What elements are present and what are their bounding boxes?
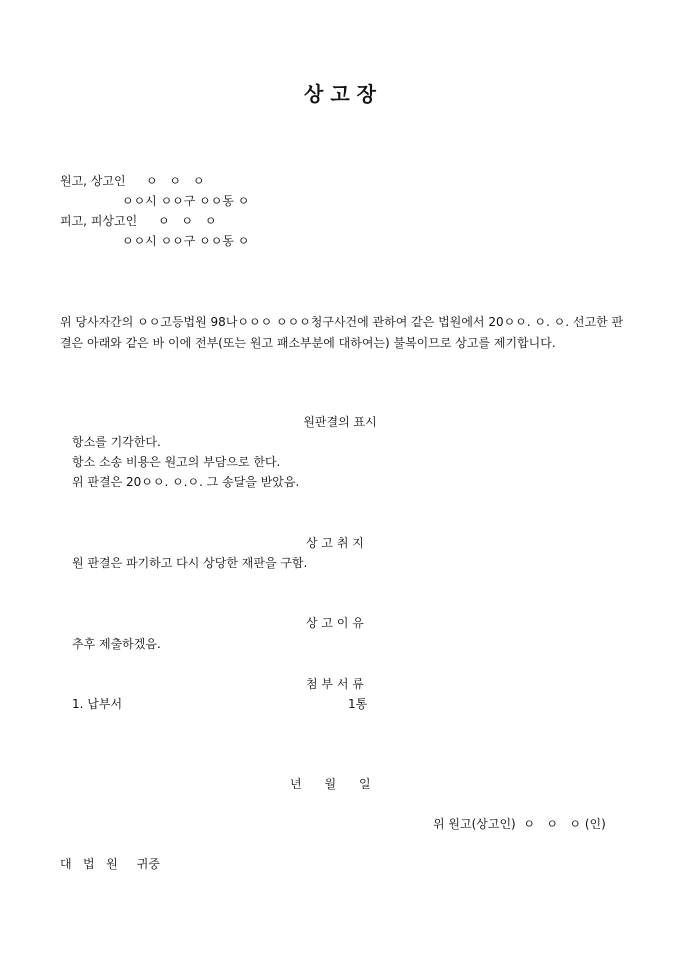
- attachments-heading: 첨 부 서 류: [306, 677, 364, 691]
- intro-paragraph: 위 당사자간의 ㅇㅇ고등법원 98나ㅇㅇㅇ ㅇㅇㅇ청구사건에 관하여 같은 법원에서 20ㅇㅇ. ㅇ. ㅇ. 선고한 판결은 아래와 같은 바 이에 전부(또는 원고 패소부분에 대하여는) 불복이므로 상고를 제기합니다.: [60, 315, 624, 350]
- appellant-name: ㅇ ㅇ ㅇ: [146, 174, 205, 188]
- appellee-address: ㅇㅇ시 ㅇㅇ구 ㅇㅇ동 ㅇ: [122, 234, 250, 248]
- appeal-purpose-text: 원 판결은 파기하고 다시 상당한 재판을 구함.: [72, 556, 308, 570]
- attachment-item-label: 1. 납부서: [72, 697, 123, 711]
- date-line: 년 월 일: [290, 777, 371, 791]
- appeal-reason-text: 추후 제출하겠음.: [72, 637, 161, 651]
- appellee-name: ㅇ ㅇ ㅇ: [158, 214, 217, 228]
- appeal-reason-heading: 상 고 이 유: [306, 616, 364, 630]
- appellant-label: 원고, 상고인: [60, 174, 126, 188]
- signature-line: 위 원고(상고인) ㅇ ㅇ ㅇ (인): [433, 817, 606, 831]
- judgment-line: 항소를 기각한다.: [72, 435, 161, 449]
- appellant-address: ㅇㅇ시 ㅇㅇ구 ㅇㅇ동 ㅇ: [122, 194, 250, 208]
- appellee-label: 피고, 피상고인: [60, 214, 138, 228]
- judgment-line: 항소 소송 비용은 원고의 부담으로 한다.: [72, 455, 281, 469]
- addressee: 대 법 원 귀중: [60, 857, 160, 871]
- original-judgment-heading: 원판결의 표시: [303, 415, 377, 429]
- judgment-line: 위 판결은 20ㅇㅇ. ㅇ.ㅇ. 그 송달을 받았음.: [72, 475, 300, 489]
- document-title: 상 고 장: [304, 82, 376, 106]
- appeal-purpose-heading: 상 고 취 지: [306, 536, 364, 550]
- attachment-item-count: 1통: [348, 697, 368, 711]
